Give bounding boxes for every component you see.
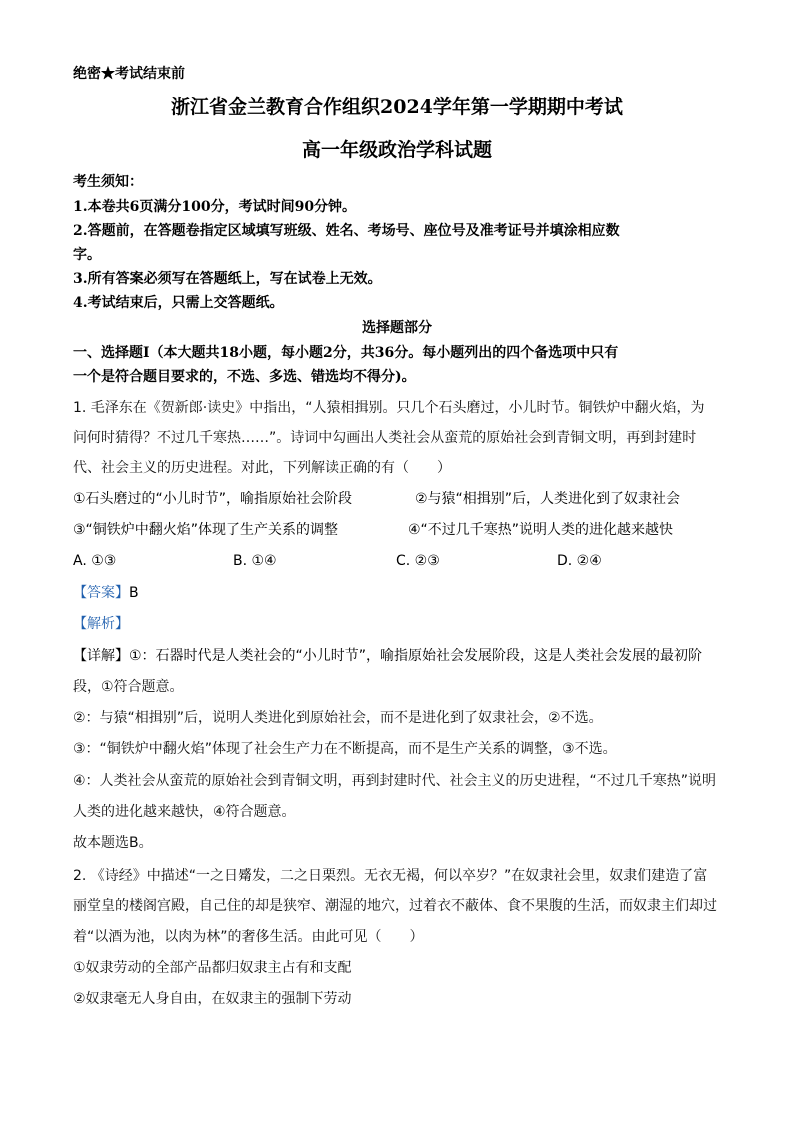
q1-statement: ②与猿“相揖别”后，人类进化到了奴隶社会 [415,491,681,507]
q2-stem-line: 2. 《诗经》中描述“一之日觱发，二之日栗烈。无衣无褐，何以卒岁？”在奴隶社会里，奴隶们建造了富 [73,868,708,884]
q1-choice-d: D. ②④ [557,553,602,569]
q1-statement: ①石头磨过的“小儿时节”，喻指原始社会阶段 [73,491,353,507]
q1-explanation-line [73,646,702,666]
section-heading: 选择题部分 [362,320,432,336]
notice-item: 1.本卷共6页满分100分，考试时间90分钟。 [73,199,357,215]
q1-choice-c: C. ②③ [396,553,440,569]
q2-statement: ①奴隶劳动的全部产品都归奴隶主占有和支配 [73,960,352,976]
analysis-tag: 【解析】 [73,616,129,632]
section-instructions: 一、选择题Ⅰ（本大题共18小题，每小题2分，共36分。每小题列出的四个备选项中只有 [73,345,619,361]
q2-stem-line: 丽堂皇的楼阁宫殿，自己住的却是狭窄、潮湿的地穴，过着衣不蔽体、食不果腹的生活，而奴隶主们却过 [73,898,717,914]
q1-explanation-line: 段，①符合题意。 [73,679,184,695]
q1-statement: ③“铜铁炉中翻火焰”体现了生产关系的调整 [73,522,339,538]
q1-conclusion: 故本题选B。 [73,835,153,851]
answer-tag: 【答案】 [73,585,129,601]
q1-stem-line: 1. 毛泽东在《贺新郎·读史》中指出，“人猿相揖别。只几个石头磨过，小儿时节。铜铁炉中翻火焰，为 [73,400,705,416]
answer-value: B [129,585,139,601]
notice-item: 字。 [73,247,101,263]
notice-heading: 考生须知： [73,174,143,190]
q1-explanation-line: 人类的进化越来越快，④符合题意。 [73,804,296,820]
notice-item: 2.答题前，在答题卷指定区域填写班级、姓名、考场号、座位号及准考证号并填涂相应数 [73,223,620,239]
detail-tag: 【详解】 [73,648,129,664]
q1-choice-a: A. ①③ [73,553,117,569]
exam-title: 浙江省金兰教育合作组织2024学年第一学期期中考试 [171,96,623,118]
q1-explanation-line: ④：人类社会从蛮荒的原始社会到青铜文明，再到封建时代、社会主义的历史进程，“不过几千寒热”说明 [73,773,717,789]
notice-item: 3.所有答案必须写在答题纸上，写在试卷上无效。 [73,271,382,287]
explanation-text: ①：石器时代是人类社会的“小儿时节”，喻指原始社会发展阶段，这是人类社会发展的最初阶 [129,648,703,664]
secret-label: 绝密★考试结束前 [73,66,185,82]
exam-subtitle: 高一年级政治学科试题 [301,139,492,161]
q2-stem-line: 着“以酒为池，以肉为林”的奢侈生活。由此可见（ ） [73,929,424,945]
q1-stem-line: 问何时猜得？不过几千寒热……”。诗词中勾画出人类社会从蛮荒的原始社会到青铜文明，再到封建时 [73,430,697,446]
q1-statement: ④“不过几千寒热”说明人类的进化越来越快 [408,522,674,538]
section-instructions-cont: 一个是符合题目要求的，不选、多选、错选均不得分)。 [73,369,416,385]
q1-answer [73,583,139,603]
q2-statement: ②奴隶毫无人身自由，在奴隶主的强制下劳动 [73,991,352,1007]
notice-item: 4.考试结束后，只需上交答题纸。 [73,295,284,311]
q1-explanation-line: ③：“铜铁炉中翻火焰”体现了社会生产力在不断提高，而不是生产关系的调整，③不选。 [73,741,617,757]
q1-choice-b: B. ①④ [233,553,277,569]
q1-stem-line: 代、社会主义的历史进程。对此，下列解读正确的有（ ） [73,460,451,476]
q1-explanation-line: ②：与猿“相揖别”后，说明人类进化到原始社会，而不是进化到了奴隶社会，②不选。 [73,710,603,726]
